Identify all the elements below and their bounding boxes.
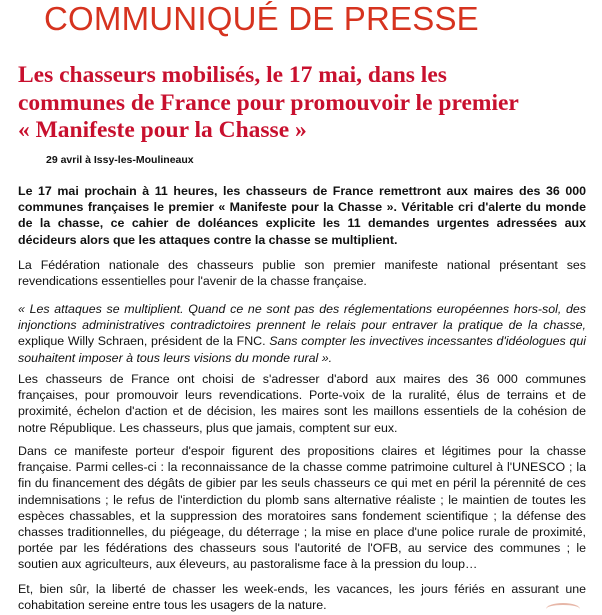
body-paragraph [18,443,586,573]
lead-text: Le 17 mai prochain à 11 heures, les chasseurs de France remettront aux maires des 36 000 communes françaises le premier « Manifeste pour la Chasse ». Véritable cri d'alerte du monde de la chasse, ce cahier de doléances explicite les 11 demandes urgentes adressées aux décideurs alors que les attaques contre la chasse se multiplient. [18,184,586,247]
paragraph-text: Les chasseurs de France ont choisi de s'adresser d'abord aux maires des 36 000 communes françaises, pour promouvoir leurs revendications. Porte-voix de la ruralité, élus de terrains et de proximité, échelon d'action et de décision, les maires sont les maillons essentiels de la cohésion de notre République. Les chasseurs, plus que jamais, comptent sur eux. [18,372,586,435]
body-paragraph [18,371,586,436]
headline [18,62,598,145]
body-paragraph [18,257,586,289]
quote-text [18,301,586,366]
dateline: 29 avril à Issy-les-Moulineaux [46,154,194,166]
headline-line: Les chasseurs mobilisés, le 17 mai, dans les [18,62,447,88]
headline-line: communes de France pour promouvoir le premier [18,89,519,116]
headline-line: « Manifeste pour la Chasse » [18,117,307,143]
lead-paragraph [18,183,586,248]
paragraph-text: La Fédération nationale des chasseurs publie son premier manifeste national présentant ses revendications essentielles pour l'avenir de la chasse française. [18,258,586,289]
quote-attribution: explique Willy Schraen, président de la FNC. [18,334,270,349]
paragraph-text: Dans ce manifeste porteur d'espoir figurent des propositions claires et légitimes pour la chasse française. Parmi celles-ci : la reconnaissance de la chasse comme patrimoine culturel à l'UNESCO ; la fin du financement des dégâts de gibier par les seuls chasseurs ce qui met en péril la pérennité de ces indemnisations ; le refus de l'interdiction du plomb sans alternative réaliste ; le maintien de toutes les espèces chassables, et la suppression des moratoires sans fondement scientifique ; la défense des chasses traditionnelles, du piégeage, du déterrage ; la mise en place d'une police rurale de proximité, portée par les fédérations des chasseurs sous l'autorité de l'OFB, au service des communes ; le soutien aux agriculteurs, aux éleveurs, au pastoralisme face à la pression du loup… [18,444,586,572]
paragraph-text: Et, bien sûr, la liberté de chasser les week-ends, les vacances, les jours fériés en assurant une cohabitation sereine entre tous les usagers de la nature. [18,582,586,613]
decorative-logo-fragment [546,603,580,615]
press-release-kicker: COMMUNIQUÉ DE PRESSE [44,0,479,37]
quote-part-b: Sans compter les invectives incessantes d'idéologues qui souhaitent imposer à tous leurs visions du monde rural ». [18,334,586,365]
quote-paragraph [18,301,586,366]
body-paragraph [18,581,586,613]
quote-part-a: « Les attaques se multiplient. Quand ce ne sont pas des réglementations européennes hors-sol, des injonctions administratives contradictoires prennent le relais pour entraver la pratique de la chasse, [18,302,586,333]
